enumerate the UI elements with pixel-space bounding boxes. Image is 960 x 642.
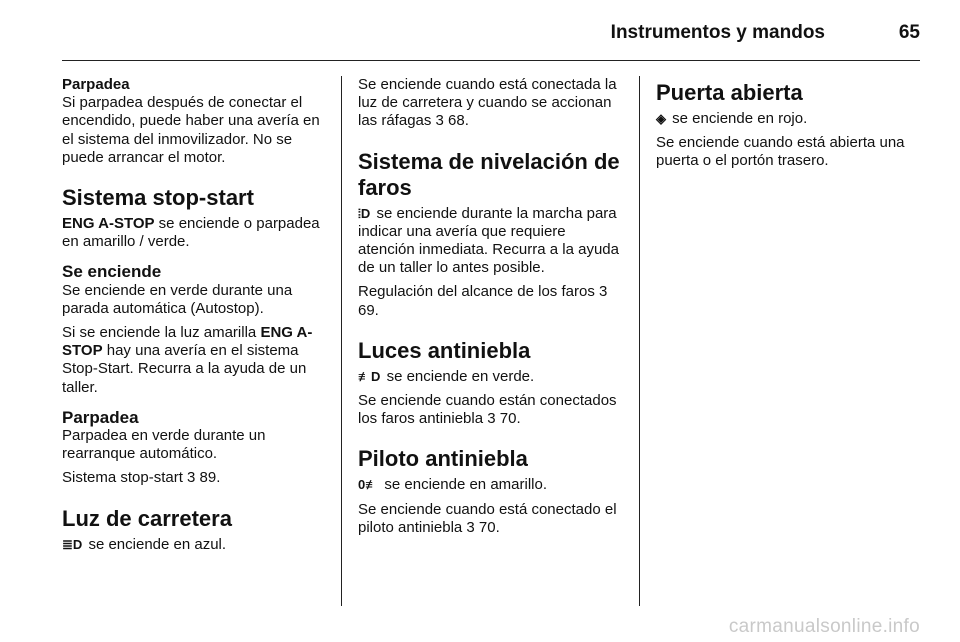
heading-nivelacion: Sistema de nivelación de faros	[358, 148, 620, 200]
column-1	[62, 76, 327, 560]
heading-se-enciende: Se enciende	[62, 262, 162, 282]
text-puerta: ◈ se enciende en rojo.	[656, 110, 808, 127]
eng-astop-label: ENG A-STOP	[62, 215, 155, 233]
heading-puerta-abierta: Puerta abierta	[656, 80, 803, 105]
text-carretera-2: Se enciende cuando está conectada la luz de carretera y cuando se accionan las ráfagas 3 68.	[358, 76, 617, 130]
text-piloto: 0≢ se enciende en amarillo.	[358, 476, 548, 494]
ref-stop-start: Sistema stop-start 3 89.	[62, 469, 221, 487]
text-parpadea-2: Parpadea en verde durante un rearranque automático.	[62, 427, 266, 463]
watermark: carmanualsonline.info	[728, 616, 920, 637]
column-2	[358, 76, 626, 543]
text-nivelacion: ⦙D se enciende durante la marcha para indicar una avería que requiere atención inmediata. Recurra a la ayuda de un taller lo antes posible.	[358, 204, 619, 277]
high-beam-icon: ≣D	[62, 536, 83, 552]
text-antiniebla: ≢D se enciende en verde.	[358, 367, 535, 385]
rear-fog-icon: 0≢	[358, 477, 379, 493]
text-stop-start: ENG A-STOP se enciende o parpadea en amarillo / verde.	[62, 215, 320, 251]
column-divider	[639, 76, 640, 606]
text-piloto-2: Se enciende cuando está conectado el piloto antiniebla 3 70.	[358, 500, 617, 536]
heading-luz-carretera: Luz de carretera	[62, 505, 232, 531]
door-open-icon: ◈	[656, 111, 666, 126]
text-luz-carretera: ≣D se enciende en azul.	[62, 535, 227, 553]
text-luz-amarilla: Si se enciende la luz amarilla ENG A-STOP hay una avería en el sistema Stop-Start. Recurra a la ayuda de un taller.	[62, 324, 313, 396]
heading-parpadea-2: Parpadea	[62, 407, 139, 427]
text-parpadea: Si parpadea después de conectar el encendido, puede haber una avería en el sistema del inmovilizador. No se puede arrancar el motor.	[62, 94, 320, 166]
text-puerta-2: Se enciende cuando está abierta una puerta o el portón trasero.	[656, 134, 905, 170]
heading-piloto-antiniebla: Piloto antiniebla	[358, 446, 528, 472]
column-divider	[341, 76, 342, 606]
heading-parpadea: Parpadea	[62, 76, 130, 93]
heading-stop-start: Sistema stop-start	[62, 185, 254, 211]
page-number: 65	[898, 22, 920, 43]
column-3	[656, 76, 921, 177]
chapter-title: Instrumentos y mandos	[610, 22, 825, 43]
headlight-leveling-icon: ⦙D	[358, 205, 371, 221]
heading-luces-antiniebla: Luces antiniebla	[358, 337, 531, 363]
text-antiniebla-2: Se enciende cuando están conectados los faros antiniebla 3 70.	[358, 392, 617, 428]
text-se-enciende: Se enciende en verde durante una parada automática (Autostop).	[62, 281, 293, 317]
front-fog-icon: ≢D	[358, 368, 381, 384]
page-header	[62, 18, 920, 61]
text-regulacion: Regulación del alcance de los faros 3 69.	[358, 283, 608, 319]
